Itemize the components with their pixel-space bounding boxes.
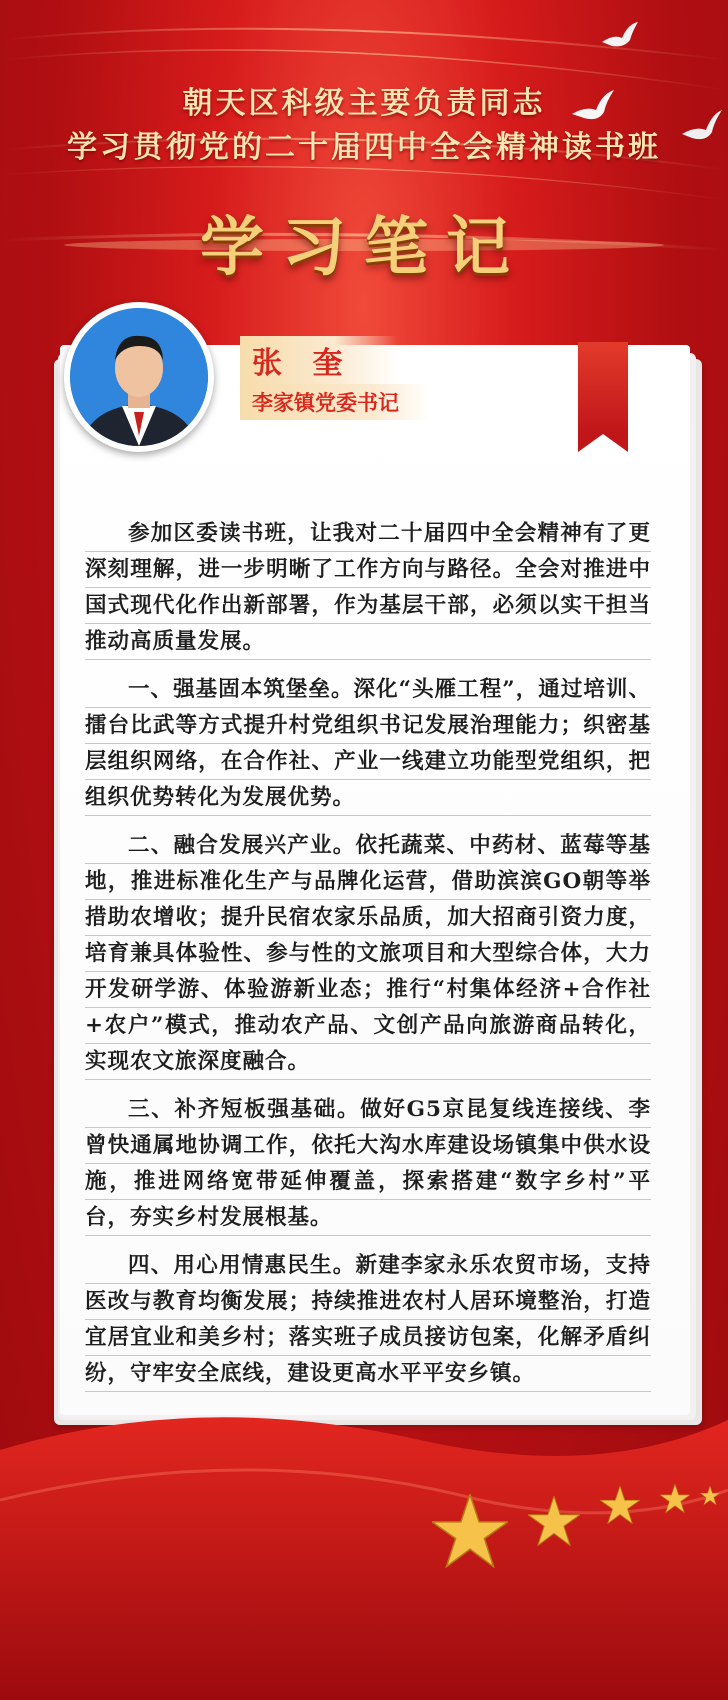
article-body xyxy=(85,516,651,1404)
paragraph-1: 一、强基固本筑堡垒。深化“头雁工程”，通过培训、擂台比武等方式提升村党组织书记发展治理能力；织密基层组织网络，在合作社、产业一线建立功能型党组织，把组织优势转化为发展优势。 xyxy=(85,672,651,816)
star-icon xyxy=(432,1494,508,1568)
person-portrait-icon xyxy=(70,308,208,446)
star-icon xyxy=(700,1486,720,1505)
page-title: 学习笔记 xyxy=(200,210,528,285)
bookmark-ribbon-icon xyxy=(578,342,628,434)
person-name: 张 奎 xyxy=(240,336,398,384)
dove-icon xyxy=(600,20,640,54)
star-icon xyxy=(600,1486,640,1524)
person-position: 李家镇党委书记 xyxy=(240,384,429,420)
star-icon xyxy=(660,1484,690,1513)
paragraph-2: 二、融合发展兴产业。依托蔬菜、中药材、蓝莓等基地，推进标准化生产与品牌化运营，借助滨滨GO朝等举措助农增收；提升民宿农家乐品质，加大招商引资力度，培育兼具体验性、参与性的文旅项目和大型综合体，大力开发研学游、体验游新业态；推行“村集体经济+合作社+农户”模式，推动农产品、文创产品向旅游商品转化，实现农文旅深度融合。 xyxy=(85,828,651,1080)
star-icon xyxy=(528,1496,580,1546)
avatar xyxy=(64,302,214,452)
paragraph-3: 三、补齐短板强基础。做好G5京昆复线连接线、李曾快通属地协调工作，依托大沟水库建设场镇集中供水设施，推进网络宽带延伸覆盖，探索搭建“数字乡村”平台，夯实乡村发展根基。 xyxy=(85,1092,651,1236)
paragraph-4: 四、用心用情惠民生。新建李家永乐农贸市场，支持医改与教育均衡发展；持续推进农村人居环境整治，打造宜居宜业和美乡村；落实班子成员接访包案，化解矛盾纠纷，守牢安全底线，建设更高水平平安乡镇。 xyxy=(85,1248,651,1392)
bottom-wave-decoration xyxy=(0,1380,728,1700)
header-line-1: 朝天区科级主要负责同志 xyxy=(182,86,546,121)
header xyxy=(0,82,728,170)
header-line-2: 学习贯彻党的二十届四中全会精神读书班 xyxy=(67,130,661,165)
paragraph-intro: 参加区委读书班，让我对二十届四中全会精神有了更深刻理解，进一步明晰了工作方向与路径。全会对推进中国式现代化作出新部署，作为基层干部，必须以实干担当推动高质量发展。 xyxy=(85,516,651,660)
